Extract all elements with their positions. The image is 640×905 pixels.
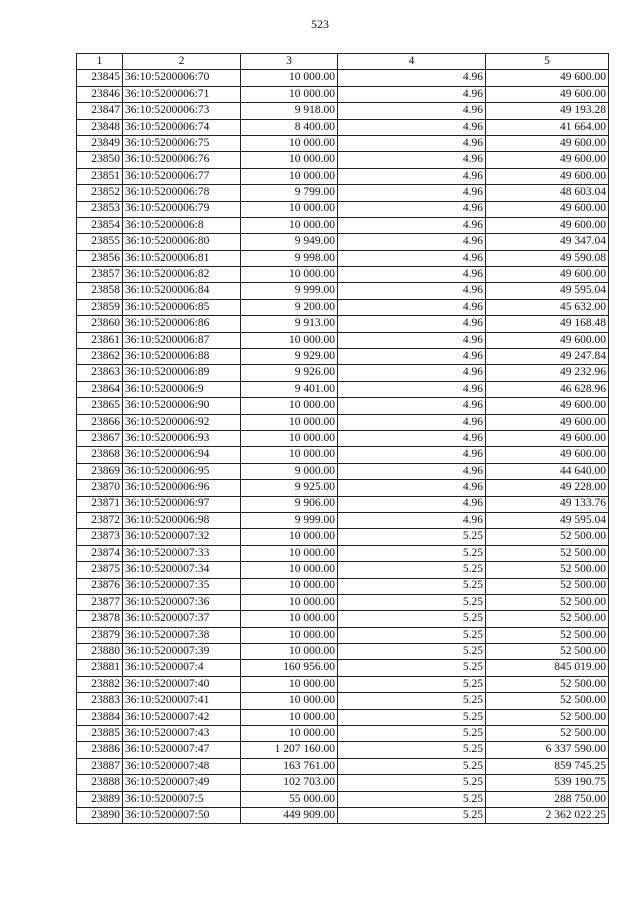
cadastral-number-cell: 36:10:5200006:90 bbox=[123, 398, 241, 414]
cadastral-number-cell: 36:10:5200006:75 bbox=[123, 135, 241, 151]
cadastral-number-cell: 36:10:5200007:36 bbox=[123, 594, 241, 610]
row-number-cell: 23877 bbox=[77, 594, 123, 610]
row-number-cell: 23873 bbox=[77, 529, 123, 545]
value-cell: 49 133.76 bbox=[486, 496, 609, 512]
value-cell: 52 500.00 bbox=[486, 529, 609, 545]
row-number-cell: 23855 bbox=[77, 234, 123, 250]
row-number-cell: 23862 bbox=[77, 349, 123, 365]
cadastral-number-cell: 36:10:5200007:35 bbox=[123, 578, 241, 594]
table-row bbox=[77, 594, 609, 610]
area-cell: 10 000.00 bbox=[241, 414, 338, 430]
value-cell: 49 347.04 bbox=[486, 234, 609, 250]
value-cell: 49 168.48 bbox=[486, 316, 609, 332]
value-cell: 49 600.00 bbox=[486, 332, 609, 348]
cadastral-number-cell: 36:10:5200006:76 bbox=[123, 152, 241, 168]
table-row bbox=[77, 627, 609, 643]
row-number-cell: 23882 bbox=[77, 676, 123, 692]
row-number-cell: 23852 bbox=[77, 185, 123, 201]
rate-cell: 4.96 bbox=[338, 430, 486, 446]
area-cell: 10 000.00 bbox=[241, 726, 338, 742]
row-number-cell: 23870 bbox=[77, 480, 123, 496]
cadastral-number-cell: 36:10:5200006:73 bbox=[123, 103, 241, 119]
area-cell: 10 000.00 bbox=[241, 217, 338, 233]
cadastral-number-cell: 36:10:5200007:50 bbox=[123, 807, 241, 823]
cadastral-number-cell: 36:10:5200006:81 bbox=[123, 250, 241, 266]
value-cell: 49 600.00 bbox=[486, 267, 609, 283]
cadastral-number-cell: 36:10:5200006:89 bbox=[123, 365, 241, 381]
column-header: 1 bbox=[77, 54, 123, 70]
table-row bbox=[77, 299, 609, 315]
table-row bbox=[77, 316, 609, 332]
area-cell: 10 000.00 bbox=[241, 693, 338, 709]
value-cell: 44 640.00 bbox=[486, 463, 609, 479]
rate-cell: 4.96 bbox=[338, 250, 486, 266]
area-cell: 9 998.00 bbox=[241, 250, 338, 266]
area-cell: 10 000.00 bbox=[241, 135, 338, 151]
area-cell: 9 906.00 bbox=[241, 496, 338, 512]
cadastral-number-cell: 36:10:5200006:77 bbox=[123, 168, 241, 184]
rate-cell: 4.96 bbox=[338, 283, 486, 299]
cadastral-number-cell: 36:10:5200007:49 bbox=[123, 775, 241, 791]
row-number-cell: 23869 bbox=[77, 463, 123, 479]
area-cell: 10 000.00 bbox=[241, 152, 338, 168]
row-number-cell: 23846 bbox=[77, 86, 123, 102]
rate-cell: 4.96 bbox=[338, 316, 486, 332]
row-number-cell: 23876 bbox=[77, 578, 123, 594]
column-header: 5 bbox=[486, 54, 609, 70]
cadastral-number-cell: 36:10:5200006:97 bbox=[123, 496, 241, 512]
cadastral-number-cell: 36:10:5200007:5 bbox=[123, 791, 241, 807]
table-row bbox=[77, 807, 609, 823]
rate-cell: 5.25 bbox=[338, 693, 486, 709]
rate-cell: 4.96 bbox=[338, 463, 486, 479]
rate-cell: 5.25 bbox=[338, 726, 486, 742]
cadastral-number-cell: 36:10:5200007:40 bbox=[123, 676, 241, 692]
area-cell: 160 956.00 bbox=[241, 660, 338, 676]
rate-cell: 5.25 bbox=[338, 807, 486, 823]
value-cell: 52 500.00 bbox=[486, 594, 609, 610]
value-cell: 52 500.00 bbox=[486, 709, 609, 725]
value-cell: 6 337 590.00 bbox=[486, 742, 609, 758]
rate-cell: 4.96 bbox=[338, 480, 486, 496]
rate-cell: 4.96 bbox=[338, 267, 486, 283]
area-cell: 10 000.00 bbox=[241, 70, 338, 86]
value-cell: 49 193.28 bbox=[486, 103, 609, 119]
column-header: 4 bbox=[338, 54, 486, 70]
cadastral-number-cell: 36:10:5200006:88 bbox=[123, 349, 241, 365]
value-cell: 52 500.00 bbox=[486, 726, 609, 742]
row-number-cell: 23888 bbox=[77, 775, 123, 791]
rate-cell: 5.25 bbox=[338, 627, 486, 643]
value-cell: 52 500.00 bbox=[486, 627, 609, 643]
row-number-cell: 23868 bbox=[77, 447, 123, 463]
cadastral-number-cell: 36:10:5200006:84 bbox=[123, 283, 241, 299]
cadastral-number-cell: 36:10:5200007:4 bbox=[123, 660, 241, 676]
rate-cell: 4.96 bbox=[338, 168, 486, 184]
row-number-cell: 23848 bbox=[77, 119, 123, 135]
table-row bbox=[77, 86, 609, 102]
cadastral-number-cell: 36:10:5200006:71 bbox=[123, 86, 241, 102]
area-cell: 10 000.00 bbox=[241, 709, 338, 725]
table-body bbox=[77, 70, 609, 824]
row-number-cell: 23884 bbox=[77, 709, 123, 725]
rate-cell: 5.25 bbox=[338, 742, 486, 758]
value-cell: 52 500.00 bbox=[486, 693, 609, 709]
row-number-cell: 23879 bbox=[77, 627, 123, 643]
table-row bbox=[77, 119, 609, 135]
cadastral-number-cell: 36:10:5200007:32 bbox=[123, 529, 241, 545]
value-cell: 49 600.00 bbox=[486, 414, 609, 430]
value-cell: 52 500.00 bbox=[486, 562, 609, 578]
area-cell: 10 000.00 bbox=[241, 627, 338, 643]
area-cell: 10 000.00 bbox=[241, 676, 338, 692]
area-cell: 55 000.00 bbox=[241, 791, 338, 807]
cadastral-number-cell: 36:10:5200006:96 bbox=[123, 480, 241, 496]
table-row bbox=[77, 365, 609, 381]
value-cell: 845 019.00 bbox=[486, 660, 609, 676]
row-number-cell: 23867 bbox=[77, 430, 123, 446]
row-number-cell: 23863 bbox=[77, 365, 123, 381]
cadastral-number-cell: 36:10:5200006:93 bbox=[123, 430, 241, 446]
row-number-cell: 23866 bbox=[77, 414, 123, 430]
area-cell: 10 000.00 bbox=[241, 267, 338, 283]
value-cell: 49 600.00 bbox=[486, 168, 609, 184]
table-row bbox=[77, 234, 609, 250]
cadastral-number-cell: 36:10:5200007:43 bbox=[123, 726, 241, 742]
table-row bbox=[77, 349, 609, 365]
rate-cell: 4.96 bbox=[338, 217, 486, 233]
cadastral-number-cell: 36:10:5200006:74 bbox=[123, 119, 241, 135]
row-number-cell: 23886 bbox=[77, 742, 123, 758]
table-row bbox=[77, 283, 609, 299]
rate-cell: 4.96 bbox=[338, 398, 486, 414]
value-cell: 48 603.04 bbox=[486, 185, 609, 201]
rate-cell: 5.25 bbox=[338, 676, 486, 692]
value-cell: 49 600.00 bbox=[486, 430, 609, 446]
row-number-cell: 23864 bbox=[77, 381, 123, 397]
value-cell: 49 600.00 bbox=[486, 135, 609, 151]
table-row bbox=[77, 250, 609, 266]
cadastral-number-cell: 36:10:5200006:8 bbox=[123, 217, 241, 233]
area-cell: 9 799.00 bbox=[241, 185, 338, 201]
row-number-cell: 23858 bbox=[77, 283, 123, 299]
cadastral-number-cell: 36:10:5200006:92 bbox=[123, 414, 241, 430]
table-row bbox=[77, 267, 609, 283]
rate-cell: 5.25 bbox=[338, 529, 486, 545]
area-cell: 10 000.00 bbox=[241, 644, 338, 660]
row-number-cell: 23872 bbox=[77, 512, 123, 528]
cadastral-number-cell: 36:10:5200006:86 bbox=[123, 316, 241, 332]
row-number-cell: 23874 bbox=[77, 545, 123, 561]
rate-cell: 4.96 bbox=[338, 299, 486, 315]
value-cell: 49 600.00 bbox=[486, 152, 609, 168]
value-cell: 539 190.75 bbox=[486, 775, 609, 791]
value-cell: 49 600.00 bbox=[486, 70, 609, 86]
table-row bbox=[77, 676, 609, 692]
row-number-cell: 23845 bbox=[77, 70, 123, 86]
rate-cell: 4.96 bbox=[338, 496, 486, 512]
table-row bbox=[77, 512, 609, 528]
rate-cell: 5.25 bbox=[338, 660, 486, 676]
value-cell: 52 500.00 bbox=[486, 545, 609, 561]
row-number-cell: 23881 bbox=[77, 660, 123, 676]
column-header: 2 bbox=[123, 54, 241, 70]
area-cell: 10 000.00 bbox=[241, 398, 338, 414]
area-cell: 10 000.00 bbox=[241, 562, 338, 578]
page-number: 523 bbox=[311, 17, 329, 31]
cadastral-number-cell: 36:10:5200007:33 bbox=[123, 545, 241, 561]
table-row bbox=[77, 529, 609, 545]
row-number-cell: 23860 bbox=[77, 316, 123, 332]
cadastral-number-cell: 36:10:5200007:34 bbox=[123, 562, 241, 578]
area-cell: 10 000.00 bbox=[241, 168, 338, 184]
row-number-cell: 23854 bbox=[77, 217, 123, 233]
area-cell: 10 000.00 bbox=[241, 611, 338, 627]
rate-cell: 4.96 bbox=[338, 349, 486, 365]
rate-cell: 4.96 bbox=[338, 119, 486, 135]
table-row bbox=[77, 185, 609, 201]
rate-cell: 5.25 bbox=[338, 611, 486, 627]
table-row bbox=[77, 381, 609, 397]
value-cell: 49 600.00 bbox=[486, 217, 609, 233]
table-row bbox=[77, 611, 609, 627]
area-cell: 449 909.00 bbox=[241, 807, 338, 823]
rate-cell: 4.96 bbox=[338, 447, 486, 463]
rate-cell: 4.96 bbox=[338, 201, 486, 217]
column-header: 3 bbox=[241, 54, 338, 70]
value-cell: 41 664.00 bbox=[486, 119, 609, 135]
table-row bbox=[77, 775, 609, 791]
value-cell: 52 500.00 bbox=[486, 578, 609, 594]
rate-cell: 4.96 bbox=[338, 152, 486, 168]
area-cell: 10 000.00 bbox=[241, 545, 338, 561]
cadastral-number-cell: 36:10:5200007:37 bbox=[123, 611, 241, 627]
value-cell: 49 595.04 bbox=[486, 512, 609, 528]
row-number-cell: 23871 bbox=[77, 496, 123, 512]
area-cell: 9 200.00 bbox=[241, 299, 338, 315]
row-number-cell: 23847 bbox=[77, 103, 123, 119]
value-cell: 288 750.00 bbox=[486, 791, 609, 807]
table-row bbox=[77, 742, 609, 758]
row-number-cell: 23885 bbox=[77, 726, 123, 742]
value-cell: 52 500.00 bbox=[486, 644, 609, 660]
table-row bbox=[77, 201, 609, 217]
table-row bbox=[77, 430, 609, 446]
area-cell: 10 000.00 bbox=[241, 430, 338, 446]
cadastral-number-cell: 36:10:5200007:48 bbox=[123, 758, 241, 774]
row-number-cell: 23878 bbox=[77, 611, 123, 627]
row-number-cell: 23853 bbox=[77, 201, 123, 217]
cadastral-number-cell: 36:10:5200007:42 bbox=[123, 709, 241, 725]
area-cell: 9 949.00 bbox=[241, 234, 338, 250]
area-cell: 10 000.00 bbox=[241, 529, 338, 545]
cadastral-number-cell: 36:10:5200006:98 bbox=[123, 512, 241, 528]
row-number-cell: 23856 bbox=[77, 250, 123, 266]
rate-cell: 4.96 bbox=[338, 512, 486, 528]
area-cell: 10 000.00 bbox=[241, 447, 338, 463]
value-cell: 52 500.00 bbox=[486, 676, 609, 692]
table-row bbox=[77, 693, 609, 709]
rate-cell: 5.25 bbox=[338, 578, 486, 594]
area-cell: 1 207 160.00 bbox=[241, 742, 338, 758]
cadastral-number-cell: 36:10:5200006:78 bbox=[123, 185, 241, 201]
area-cell: 9 918.00 bbox=[241, 103, 338, 119]
table-row bbox=[77, 414, 609, 430]
rate-cell: 4.96 bbox=[338, 234, 486, 250]
table-row bbox=[77, 398, 609, 414]
cadastral-number-cell: 36:10:5200006:82 bbox=[123, 267, 241, 283]
area-cell: 102 703.00 bbox=[241, 775, 338, 791]
value-cell: 49 232.96 bbox=[486, 365, 609, 381]
value-cell: 49 590.08 bbox=[486, 250, 609, 266]
row-number-cell: 23849 bbox=[77, 135, 123, 151]
row-number-cell: 23865 bbox=[77, 398, 123, 414]
row-number-cell: 23857 bbox=[77, 267, 123, 283]
rate-cell: 5.25 bbox=[338, 775, 486, 791]
table-row bbox=[77, 447, 609, 463]
row-number-cell: 23887 bbox=[77, 758, 123, 774]
value-cell: 52 500.00 bbox=[486, 611, 609, 627]
value-cell: 49 600.00 bbox=[486, 86, 609, 102]
cadastral-number-cell: 36:10:5200007:38 bbox=[123, 627, 241, 643]
table-row bbox=[77, 660, 609, 676]
rate-cell: 5.25 bbox=[338, 562, 486, 578]
table-row bbox=[77, 578, 609, 594]
area-cell: 10 000.00 bbox=[241, 86, 338, 102]
table-row bbox=[77, 791, 609, 807]
table-row bbox=[77, 726, 609, 742]
cadastral-number-cell: 36:10:5200006:70 bbox=[123, 70, 241, 86]
value-cell: 49 600.00 bbox=[486, 398, 609, 414]
table-row bbox=[77, 644, 609, 660]
table-row bbox=[77, 217, 609, 233]
row-number-cell: 23890 bbox=[77, 807, 123, 823]
rate-cell: 5.25 bbox=[338, 709, 486, 725]
table-row bbox=[77, 152, 609, 168]
area-cell: 10 000.00 bbox=[241, 594, 338, 610]
row-number-cell: 23851 bbox=[77, 168, 123, 184]
rate-cell: 4.96 bbox=[338, 332, 486, 348]
cadastral-number-cell: 36:10:5200006:94 bbox=[123, 447, 241, 463]
value-cell: 45 632.00 bbox=[486, 299, 609, 315]
cadastral-number-cell: 36:10:5200007:39 bbox=[123, 644, 241, 660]
row-number-cell: 23861 bbox=[77, 332, 123, 348]
table-row bbox=[77, 70, 609, 86]
value-cell: 49 600.00 bbox=[486, 447, 609, 463]
area-cell: 10 000.00 bbox=[241, 578, 338, 594]
table-row bbox=[77, 709, 609, 725]
table-row bbox=[77, 332, 609, 348]
cadastral-number-cell: 36:10:5200006:95 bbox=[123, 463, 241, 479]
value-cell: 49 247.84 bbox=[486, 349, 609, 365]
table-row bbox=[77, 463, 609, 479]
area-cell: 10 000.00 bbox=[241, 201, 338, 217]
row-number-cell: 23875 bbox=[77, 562, 123, 578]
register-table bbox=[76, 53, 609, 824]
rate-cell: 4.96 bbox=[338, 86, 486, 102]
table-row bbox=[77, 480, 609, 496]
header-row bbox=[77, 54, 609, 70]
cadastral-number-cell: 36:10:5200007:41 bbox=[123, 693, 241, 709]
cadastral-number-cell: 36:10:5200006:79 bbox=[123, 201, 241, 217]
cadastral-number-cell: 36:10:5200006:9 bbox=[123, 381, 241, 397]
area-cell: 9 999.00 bbox=[241, 512, 338, 528]
area-cell: 8 400.00 bbox=[241, 119, 338, 135]
table-row bbox=[77, 545, 609, 561]
row-number-cell: 23889 bbox=[77, 791, 123, 807]
value-cell: 2 362 022.25 bbox=[486, 807, 609, 823]
area-cell: 9 000.00 bbox=[241, 463, 338, 479]
value-cell: 46 628.96 bbox=[486, 381, 609, 397]
table-row bbox=[77, 562, 609, 578]
area-cell: 9 913.00 bbox=[241, 316, 338, 332]
table-row bbox=[77, 135, 609, 151]
rate-cell: 4.96 bbox=[338, 365, 486, 381]
table-row bbox=[77, 758, 609, 774]
area-cell: 9 999.00 bbox=[241, 283, 338, 299]
cadastral-number-cell: 36:10:5200006:85 bbox=[123, 299, 241, 315]
rate-cell: 4.96 bbox=[338, 185, 486, 201]
area-cell: 10 000.00 bbox=[241, 332, 338, 348]
value-cell: 859 745.25 bbox=[486, 758, 609, 774]
area-cell: 9 926.00 bbox=[241, 365, 338, 381]
row-number-cell: 23859 bbox=[77, 299, 123, 315]
rate-cell: 5.25 bbox=[338, 594, 486, 610]
table-row bbox=[77, 496, 609, 512]
value-cell: 49 228.00 bbox=[486, 480, 609, 496]
rate-cell: 4.96 bbox=[338, 103, 486, 119]
rate-cell: 5.25 bbox=[338, 791, 486, 807]
cadastral-number-cell: 36:10:5200006:80 bbox=[123, 234, 241, 250]
rate-cell: 5.25 bbox=[338, 644, 486, 660]
rate-cell: 5.25 bbox=[338, 758, 486, 774]
table-row bbox=[77, 168, 609, 184]
row-number-cell: 23883 bbox=[77, 693, 123, 709]
rate-cell: 4.96 bbox=[338, 381, 486, 397]
value-cell: 49 600.00 bbox=[486, 201, 609, 217]
table-row bbox=[77, 103, 609, 119]
cadastral-number-cell: 36:10:5200006:87 bbox=[123, 332, 241, 348]
rate-cell: 4.96 bbox=[338, 135, 486, 151]
row-number-cell: 23850 bbox=[77, 152, 123, 168]
rate-cell: 4.96 bbox=[338, 70, 486, 86]
rate-cell: 4.96 bbox=[338, 414, 486, 430]
area-cell: 9 401.00 bbox=[241, 381, 338, 397]
row-number-cell: 23880 bbox=[77, 644, 123, 660]
cadastral-number-cell: 36:10:5200007:47 bbox=[123, 742, 241, 758]
area-cell: 9 925.00 bbox=[241, 480, 338, 496]
area-cell: 163 761.00 bbox=[241, 758, 338, 774]
rate-cell: 5.25 bbox=[338, 545, 486, 561]
area-cell: 9 929.00 bbox=[241, 349, 338, 365]
value-cell: 49 595.04 bbox=[486, 283, 609, 299]
